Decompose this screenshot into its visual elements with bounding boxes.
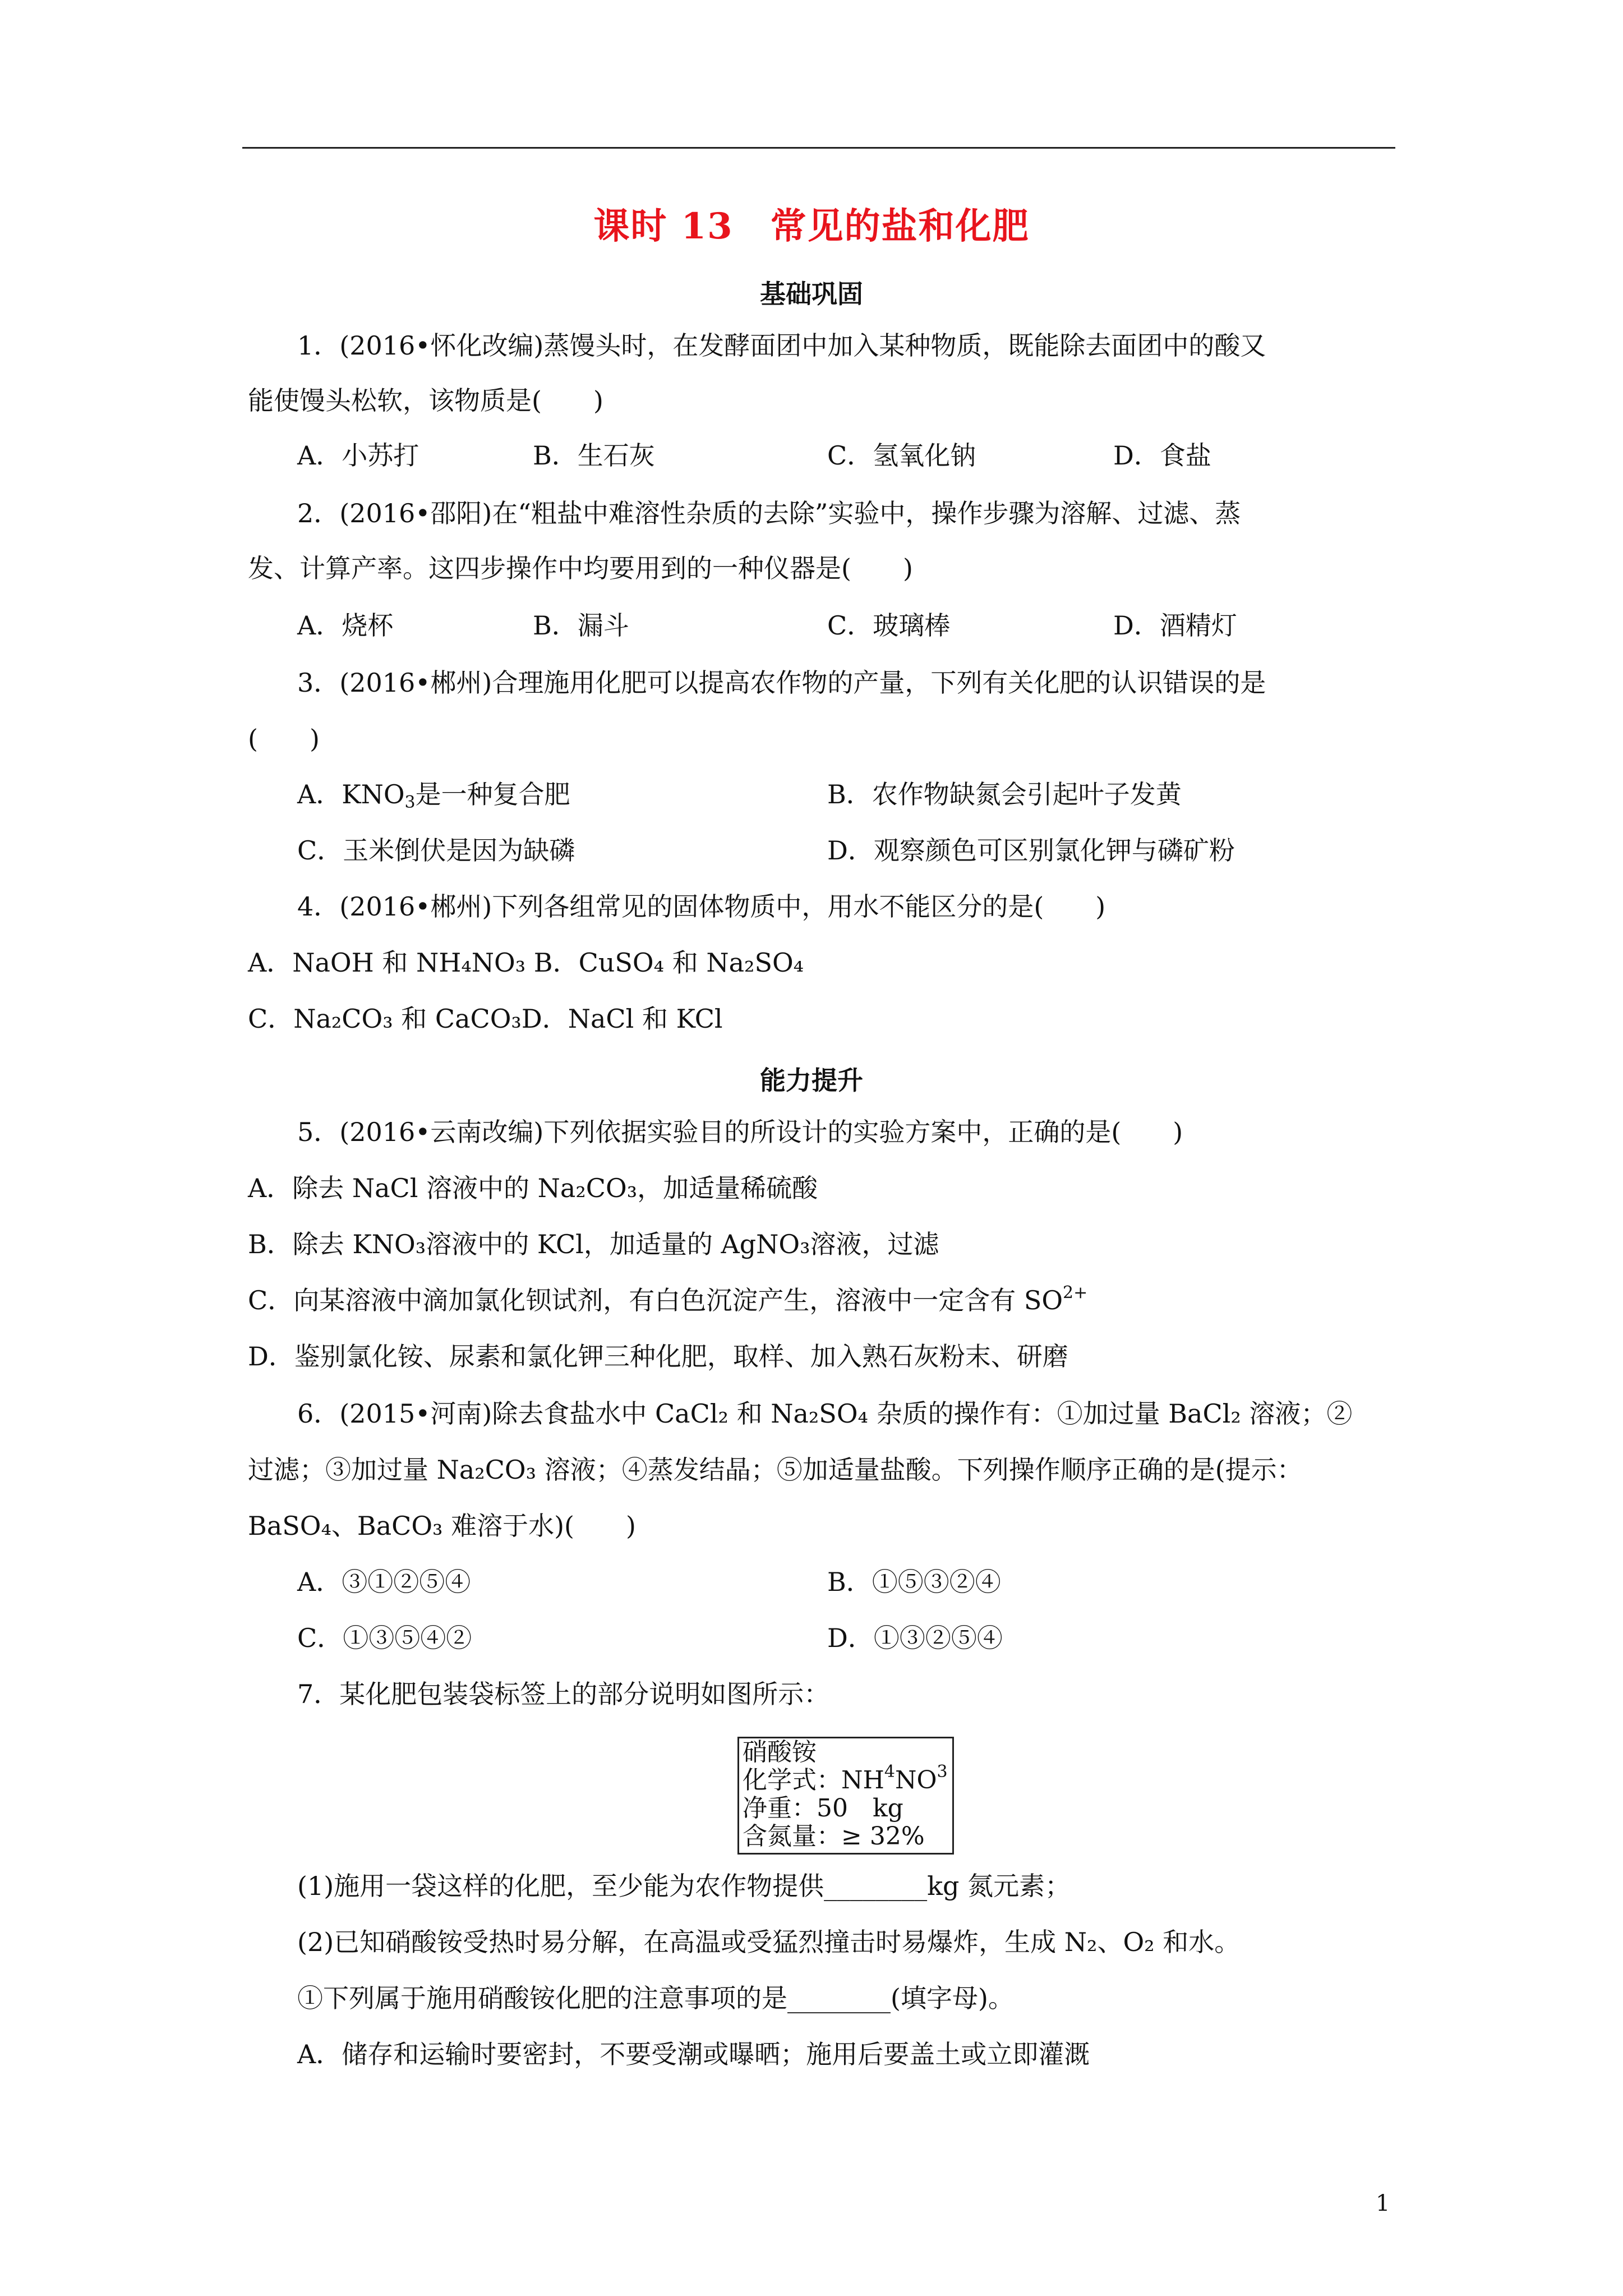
- q6-option-c: C．①③⑤④②: [297, 1623, 472, 1653]
- q5-option-b: B．除去 KNO₃溶液中的 KCl，加适量的 AgNO₃溶液，过滤: [248, 1229, 939, 1259]
- q4-options-ab: A．NaOH 和 NH₄NO₃ B．CuSO₄ 和 Na₂SO₄: [248, 947, 804, 978]
- q7-part2: (2)已知硝酸铵受热时易分解，在高温或受猛烈撞击时易爆炸，生成 N₂、O₂ 和水。: [297, 1927, 1241, 1957]
- q6-option-d: D．①③②⑤④: [827, 1623, 1003, 1653]
- q7-part2-sub1: ①下列属于施用硝酸铵化肥的注意事项的是________(填字母)。: [297, 1983, 1014, 2013]
- label-formula: 化学式：$NH^4NO^3$: [743, 1762, 948, 1795]
- q2-option-d: D．酒精灯: [1113, 610, 1237, 641]
- q2-option-b: B．漏斗: [533, 610, 629, 641]
- q2-option-a: A．烧杯: [297, 610, 394, 641]
- q5-stem: 5．(2016•云南改编)下列依据实验目的所设计的实验方案中，正确的是( ): [297, 1117, 1183, 1147]
- q4-options-cd: C．Na₂CO₃ 和 CaCO₃D．NaCl 和 KCl: [248, 1004, 723, 1034]
- q5-option-d: D．鉴别氯化铵、尿素和氯化钾三种化肥，取样、加入熟石灰粉末、研磨: [248, 1341, 1068, 1372]
- q3-stem-line2: ( ): [248, 724, 320, 754]
- q1-stem-line1: 1．(2016•怀化改编)蒸馒头时，在发酵面团中加入某种物质，既能除去面团中的酸又: [297, 330, 1266, 361]
- page-title: 课时 13 常见的盐和化肥: [593, 205, 1030, 247]
- q6-option-a: A．③①②⑤④: [297, 1567, 471, 1597]
- q5-option-a: A．除去 NaCl 溶液中的 Na₂CO₃，加适量稀硫酸: [248, 1173, 818, 1203]
- q7-part1: (1)施用一袋这样的化肥，至少能为农作物提供________kg 氮元素；: [297, 1871, 1071, 1901]
- q1-option-c: C．氢氧化钠: [827, 440, 976, 471]
- header-rule: [242, 147, 1395, 149]
- q6-option-b: B．①⑤③②④: [827, 1567, 1001, 1597]
- q3-option-c: C．玉米倒伏是因为缺磷: [297, 835, 575, 866]
- fertilizer-label-box: [737, 1737, 954, 1855]
- q1-option-a: A．小苏打: [297, 440, 419, 471]
- q1-option-b: B．生石灰: [533, 440, 655, 471]
- q3-option-d: D．观察颜色可区别氯化钾与磷矿粉: [827, 835, 1235, 866]
- q1-option-d: D．食盐: [1113, 440, 1211, 471]
- q7-option-a: A．储存和运输时要密封，不要受潮或曝晒；施用后要盖土或立即灌溉: [297, 2039, 1090, 2069]
- label-nitrogen: 含氮量：≥ 32%: [743, 1822, 925, 1851]
- q3-option-b: B．农作物缺氮会引起叶子发黄: [827, 779, 1182, 809]
- q6-stem-line2: 过滤；③加过量 Na₂CO₃ 溶液；④蒸发结晶；⑤加适量盐酸。下列操作顺序正确的是(提示：: [248, 1455, 1303, 1485]
- q3-option-a: A．$KNO_3$是一种复合肥: [297, 779, 570, 812]
- page-number: 1: [1376, 2191, 1390, 2216]
- q4-stem: 4．(2016•郴州)下列各组常见的固体物质中，用水不能区分的是( ): [297, 891, 1106, 922]
- q2-stem-line1: 2．(2016•邵阳)在“粗盐中难溶性杂质的去除”实验中，操作步骤为溶解、过滤、蒸: [297, 498, 1241, 528]
- section-basic: 基础巩固: [760, 279, 863, 309]
- section-advanced: 能力提升: [760, 1065, 863, 1096]
- label-weight: 净重：50 kg: [743, 1794, 903, 1823]
- q6-stem-line3: BaSO₄、BaCO₃ 难溶于水)( ): [248, 1511, 636, 1541]
- q2-stem-line2: 发、计算产率。这四步操作中均要用到的一种仪器是( ): [248, 553, 913, 583]
- q7-stem: 7．某化肥包装袋标签上的部分说明如图所示：: [297, 1679, 830, 1709]
- q2-option-c: C．玻璃棒: [827, 610, 951, 641]
- q1-stem-line2: 能使馒头松软，该物质是( ): [248, 385, 603, 416]
- q6-stem-line1: 6．(2015•河南)除去食盐水中 CaCl₂ 和 Na₂SO₄ 杂质的操作有：①加过量 BaCl₂ 溶液；②: [297, 1398, 1353, 1429]
- q5-option-c: C．向某溶液中滴加氯化钡试剂，有白色沉淀产生，溶液中一定含有 $SO^{2+}$: [248, 1283, 1088, 1315]
- label-name: 硝酸铵: [743, 1738, 817, 1766]
- q3-stem-line1: 3．(2016•郴州)合理施用化肥可以提高农作物的产量，下列有关化肥的认识错误的是: [297, 668, 1266, 698]
